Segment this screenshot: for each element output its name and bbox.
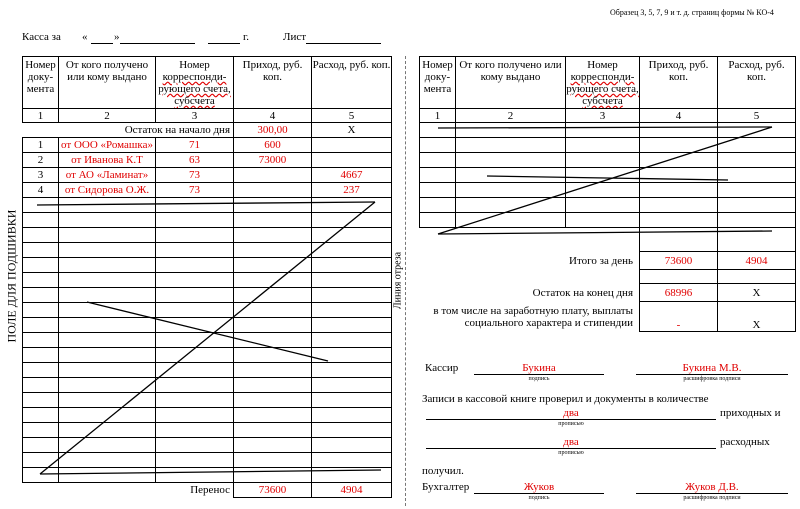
empty-cell <box>420 183 456 198</box>
empty-cell <box>312 453 392 468</box>
empty-cell <box>718 153 796 168</box>
empty-cell <box>234 363 312 378</box>
end-balance-expense: X <box>718 284 796 302</box>
empty-cell <box>420 138 456 153</box>
col-income-header: Приход, руб. коп. <box>640 57 718 109</box>
cash-book-left-table <box>22 56 392 498</box>
empty-cell <box>234 423 312 438</box>
words-caption: прописью <box>558 450 584 456</box>
row-num: 2 <box>23 153 59 168</box>
day-field[interactable] <box>91 31 113 44</box>
empty-cell <box>23 228 59 243</box>
empty-cell <box>234 288 312 303</box>
empty-cell <box>156 393 234 408</box>
accountant-label: Бухгалтер <box>422 481 470 493</box>
empty-row <box>23 228 392 243</box>
empty-cell <box>59 333 156 348</box>
empty-row <box>23 408 392 423</box>
col-number: 2 <box>59 109 156 123</box>
total-day-row <box>420 252 796 270</box>
empty-cell <box>312 198 392 213</box>
row-income: 73000 <box>234 153 312 168</box>
empty-cell <box>566 138 640 153</box>
empty-row <box>23 333 392 348</box>
empty-cell <box>234 348 312 363</box>
empty-cell <box>23 288 59 303</box>
empty-row <box>23 438 392 453</box>
col-expense-header: Расход, руб. коп. <box>312 57 392 109</box>
empty-row <box>23 393 392 408</box>
empty-cell <box>59 378 156 393</box>
empty-cell <box>156 258 234 273</box>
accountant-signature[interactable]: Жуков <box>474 481 604 494</box>
row-account: 73 <box>156 183 234 198</box>
empty-cell <box>718 198 796 213</box>
empty-cell <box>312 243 392 258</box>
empty-cell <box>312 438 392 453</box>
empty-cell <box>312 228 392 243</box>
empty-cell <box>59 408 156 423</box>
empty-row <box>420 153 796 168</box>
empty-cell <box>23 378 59 393</box>
empty-cell <box>59 228 156 243</box>
col-account-header: Номер корреспонди- рующего счета, субсчета <box>566 57 640 109</box>
empty-cell <box>23 363 59 378</box>
carry-over-income: 73600 <box>234 483 312 498</box>
total-day-expense: 4904 <box>718 252 796 270</box>
row-expense <box>312 153 392 168</box>
cut-line <box>405 56 406 506</box>
col-from-header: От кого получено или кому выдано <box>59 57 156 109</box>
empty-cell <box>312 318 392 333</box>
empty-cell <box>59 273 156 288</box>
empty-cell <box>420 168 456 183</box>
empty-row <box>23 213 392 228</box>
carry-over-row <box>23 483 392 498</box>
incoming-suffix: приходных и <box>720 407 781 419</box>
empty-cell <box>23 438 59 453</box>
col-number: 5 <box>718 109 796 123</box>
empty-cell <box>156 348 234 363</box>
empty-cell <box>312 303 392 318</box>
empty-cell <box>234 333 312 348</box>
carry-over-label: Перенос <box>23 483 234 498</box>
empty-cell <box>59 453 156 468</box>
empty-cell <box>234 378 312 393</box>
col-number: 3 <box>566 109 640 123</box>
opening-expense: X <box>312 123 392 138</box>
empty-cell <box>456 183 566 198</box>
empty-cell <box>566 168 640 183</box>
empty-cell <box>23 243 59 258</box>
opening-balance-label: Остаток на начало дня <box>23 123 234 138</box>
empty-row <box>23 273 392 288</box>
empty-row <box>23 363 392 378</box>
quote-close: » <box>114 31 120 43</box>
empty-cell <box>234 408 312 423</box>
empty-cell <box>420 123 456 138</box>
empty-row <box>420 183 796 198</box>
empty-row <box>420 198 796 213</box>
empty-cell <box>23 333 59 348</box>
empty-cell <box>312 213 392 228</box>
empty-row <box>23 198 392 213</box>
empty-cell <box>718 138 796 153</box>
table-row <box>23 183 392 198</box>
check-text: Записи в кассовой книге проверил и документы в количестве <box>422 393 709 405</box>
received-text: получил. <box>422 465 464 477</box>
row-num: 4 <box>23 183 59 198</box>
row-expense: 237 <box>312 183 392 198</box>
empty-cell <box>718 213 796 228</box>
empty-cell <box>456 198 566 213</box>
row-income <box>234 183 312 198</box>
col-number: 5 <box>312 109 392 123</box>
table-row <box>23 138 392 153</box>
opening-balance-row <box>23 123 392 138</box>
empty-cell <box>566 123 640 138</box>
empty-row <box>23 453 392 468</box>
empty-cell <box>156 438 234 453</box>
empty-cell <box>566 213 640 228</box>
row-num: 3 <box>23 168 59 183</box>
end-balance-income: 68996 <box>640 284 718 302</box>
empty-cell <box>59 243 156 258</box>
empty-cell <box>156 333 234 348</box>
binding-field-label: ПОЛЕ ДЛЯ ПОДШИВКИ <box>4 209 19 343</box>
empty-cell <box>59 198 156 213</box>
empty-cell <box>312 258 392 273</box>
empty-cell <box>456 123 566 138</box>
empty-cell <box>718 123 796 138</box>
empty-cell <box>312 378 392 393</box>
empty-cell <box>234 468 312 483</box>
opening-income: 300,00 <box>234 123 312 138</box>
sheet-label: Лист <box>283 31 307 43</box>
empty-cell <box>312 288 392 303</box>
empty-cell <box>420 153 456 168</box>
empty-cell <box>59 303 156 318</box>
empty-cell <box>234 273 312 288</box>
empty-cell <box>420 213 456 228</box>
empty-cell <box>156 453 234 468</box>
count-incoming[interactable]: два <box>426 407 716 420</box>
total-day-label: Итого за день <box>569 254 633 267</box>
empty-cell <box>312 333 392 348</box>
empty-cell <box>312 363 392 378</box>
empty-cell <box>59 258 156 273</box>
col-number: 1 <box>23 109 59 123</box>
empty-row <box>420 123 796 138</box>
empty-cell <box>640 153 718 168</box>
empty-cell <box>23 453 59 468</box>
cashier-signature[interactable]: Букина <box>474 362 604 375</box>
empty-cell <box>566 183 640 198</box>
empty-cell <box>59 423 156 438</box>
empty-cell <box>156 273 234 288</box>
empty-cell <box>23 273 59 288</box>
empty-cell <box>59 363 156 378</box>
empty-cell <box>234 228 312 243</box>
empty-cell <box>234 393 312 408</box>
empty-cell <box>234 243 312 258</box>
empty-row <box>23 318 392 333</box>
col-number: 4 <box>640 109 718 123</box>
empty-cell <box>312 408 392 423</box>
cash-book-right-table <box>419 56 796 332</box>
empty-row <box>23 258 392 273</box>
empty-cell <box>23 213 59 228</box>
empty-cell <box>640 123 718 138</box>
empty-cell <box>59 393 156 408</box>
accountant-decode-caption: расшифровка подписи <box>683 495 741 501</box>
empty-cell <box>312 468 392 483</box>
including-row <box>420 302 796 332</box>
col-expense-header: Расход, руб. коп. <box>718 57 796 109</box>
empty-cell <box>59 213 156 228</box>
empty-cell <box>312 348 392 363</box>
including-expense: X <box>718 302 796 332</box>
empty-row <box>420 213 796 228</box>
empty-cell <box>23 423 59 438</box>
empty-cell <box>640 138 718 153</box>
accountant-name[interactable]: Жуков Д.В. <box>636 481 788 494</box>
carry-over-expense: 4904 <box>312 483 392 498</box>
empty-row <box>23 243 392 258</box>
total-day-income: 73600 <box>640 252 718 270</box>
row-expense: 4667 <box>312 168 392 183</box>
empty-cell <box>156 423 234 438</box>
row-account: 63 <box>156 153 234 168</box>
empty-cell <box>23 318 59 333</box>
empty-row <box>420 168 796 183</box>
cashier-label: Кассир <box>425 362 459 374</box>
empty-cell <box>566 198 640 213</box>
empty-cell <box>59 288 156 303</box>
col-account-header: Номер корреспонди- рующего счета, субсчета <box>156 57 234 109</box>
empty-cell <box>23 408 59 423</box>
empty-cell <box>456 168 566 183</box>
empty-cell <box>156 468 234 483</box>
empty-cell <box>718 168 796 183</box>
empty-cell <box>23 393 59 408</box>
empty-cell <box>420 198 456 213</box>
col-number: 3 <box>156 109 234 123</box>
empty-cell <box>23 258 59 273</box>
col-from-header: От кого получено или кому выдано <box>456 57 566 109</box>
table-row <box>23 153 392 168</box>
row-from: от Иванова К.Т <box>59 153 156 168</box>
empty-cell <box>59 318 156 333</box>
empty-cell <box>312 393 392 408</box>
empty-row <box>23 348 392 363</box>
including-income: - <box>640 302 718 332</box>
year-field[interactable] <box>208 31 240 44</box>
empty-cell <box>156 228 234 243</box>
empty-cell <box>234 303 312 318</box>
empty-cell <box>23 468 59 483</box>
sheet-field[interactable] <box>306 31 381 44</box>
form-sample-note: Образец 3, 5, 7, 9 и т. д. страниц формы № КО-4 <box>610 8 774 17</box>
cashier-name[interactable]: Букина М.В. <box>636 362 788 375</box>
empty-cell <box>640 213 718 228</box>
empty-cell <box>640 183 718 198</box>
row-account: 73 <box>156 168 234 183</box>
empty-cell <box>640 198 718 213</box>
empty-cell <box>234 213 312 228</box>
col-income-header: Приход, руб. коп. <box>234 57 312 109</box>
col-number: 1 <box>420 109 456 123</box>
empty-cell <box>156 408 234 423</box>
empty-cell <box>156 213 234 228</box>
empty-cell <box>640 168 718 183</box>
row-from: от Сидорова О.Ж. <box>59 183 156 198</box>
empty-row <box>23 378 392 393</box>
empty-cell <box>23 348 59 363</box>
col-num-header: Номер доку-мента <box>23 57 59 109</box>
row-account: 71 <box>156 138 234 153</box>
empty-cell <box>456 138 566 153</box>
empty-cell <box>59 348 156 363</box>
accountant-sign-caption: подпись <box>528 495 550 501</box>
end-balance-label: Остаток на конец дня <box>532 286 633 299</box>
empty-cell <box>456 153 566 168</box>
col-number: 2 <box>456 109 566 123</box>
quote-open: « <box>82 31 88 43</box>
empty-row <box>23 288 392 303</box>
month-field[interactable] <box>120 31 195 44</box>
empty-cell <box>59 468 156 483</box>
empty-cell <box>234 318 312 333</box>
empty-cell <box>156 198 234 213</box>
empty-cell <box>566 153 640 168</box>
empty-cell <box>23 303 59 318</box>
empty-row <box>420 138 796 153</box>
row-income: 600 <box>234 138 312 153</box>
empty-cell <box>156 303 234 318</box>
empty-row <box>23 423 392 438</box>
col-number: 4 <box>234 109 312 123</box>
empty-row <box>23 303 392 318</box>
empty-cell <box>23 198 59 213</box>
empty-cell <box>234 198 312 213</box>
empty-cell <box>59 438 156 453</box>
count-outgoing[interactable]: два <box>426 436 716 449</box>
words-caption: прописью <box>558 421 584 427</box>
outgoing-suffix: расходных <box>720 436 770 448</box>
empty-cell <box>156 288 234 303</box>
including-label: в том числе на заработную плату, выплаты социального характера и стипендии <box>433 304 633 329</box>
row-from: от ООО «Ромашка» <box>59 138 156 153</box>
empty-row <box>23 468 392 483</box>
empty-cell <box>312 423 392 438</box>
empty-cell <box>718 183 796 198</box>
row-income <box>234 168 312 183</box>
empty-cell <box>156 243 234 258</box>
cashier-decode-caption: расшифровка подписи <box>683 376 741 382</box>
cut-line-label: Линия отреза <box>392 251 404 310</box>
kassa-label: Касса за <box>22 31 61 43</box>
table-row <box>23 168 392 183</box>
empty-cell <box>156 363 234 378</box>
row-from: от АО «Ламинат» <box>59 168 156 183</box>
empty-cell <box>312 273 392 288</box>
empty-cell <box>234 453 312 468</box>
empty-cell <box>156 378 234 393</box>
empty-cell <box>156 318 234 333</box>
year-suffix: г. <box>243 31 250 43</box>
empty-cell <box>456 213 566 228</box>
end-balance-row <box>420 284 796 302</box>
col-num-header: Номер доку-мента <box>420 57 456 109</box>
row-num: 1 <box>23 138 59 153</box>
cashier-sign-caption: подпись <box>528 376 550 382</box>
empty-cell <box>234 258 312 273</box>
empty-cell <box>234 438 312 453</box>
row-expense <box>312 138 392 153</box>
